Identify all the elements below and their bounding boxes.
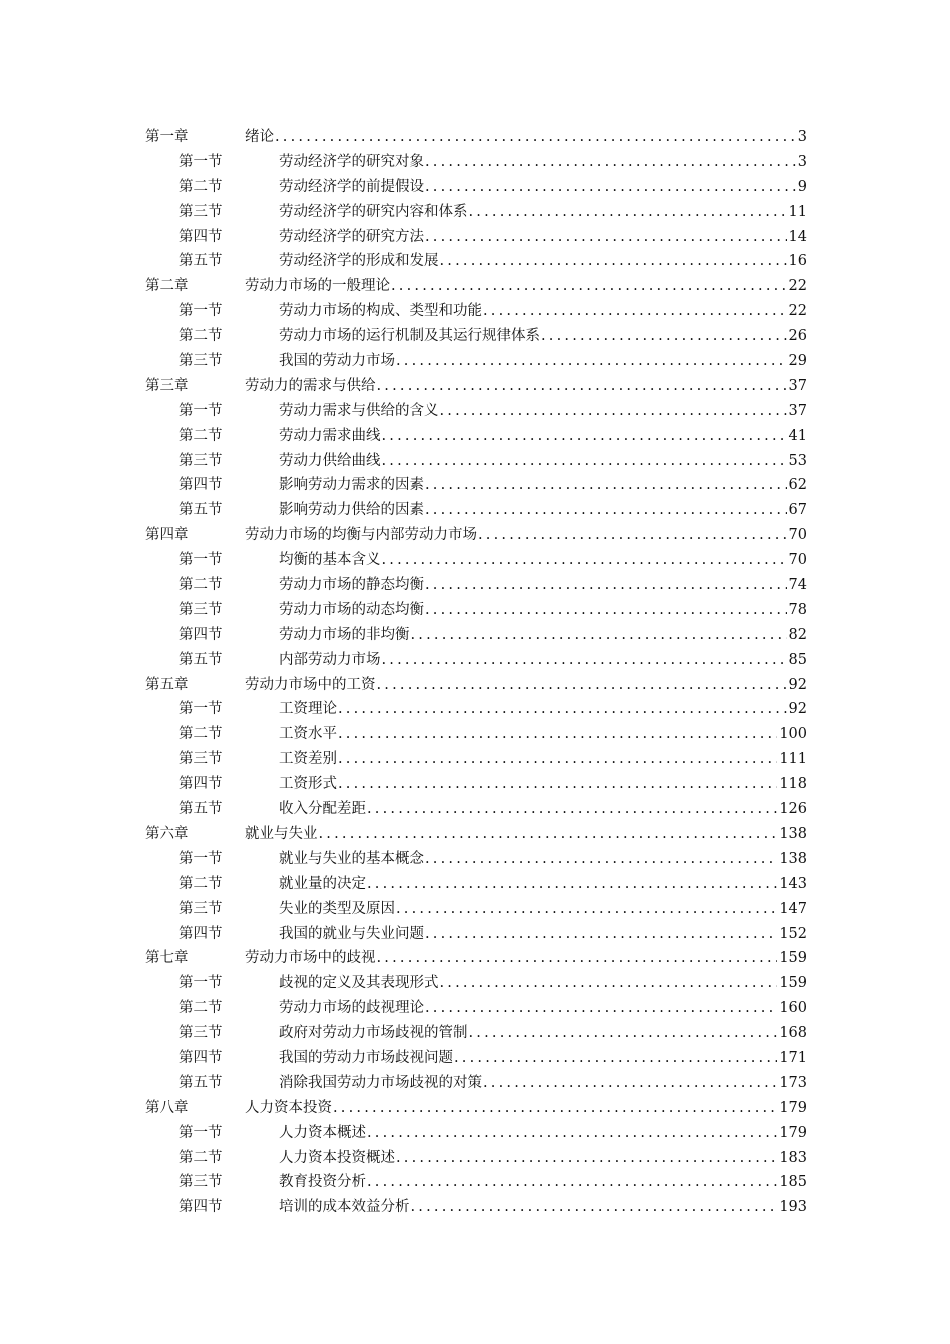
page-number: 193 (779, 1199, 807, 1216)
page-number: 138 (779, 825, 807, 842)
chapter-title: 劳动力市场的均衡与内部劳动力市场 (245, 527, 477, 544)
section-number: 第三节 (179, 353, 223, 370)
section-title: 就业与失业的基本概念 (279, 850, 424, 867)
toc-section-row[interactable] (145, 598, 807, 623)
toc-entry (279, 399, 807, 424)
dot-leader (366, 1170, 777, 1195)
toc-entry (279, 473, 807, 498)
toc-entry (245, 946, 807, 971)
section-title: 歧视的定义及其表现形式 (279, 975, 439, 992)
page-number: 111 (779, 751, 807, 768)
section-title: 工资差别 (279, 751, 337, 768)
section-number: 第五节 (179, 253, 223, 270)
page-number: 70 (788, 552, 807, 569)
section-number: 第二节 (179, 178, 223, 195)
toc-entry (279, 722, 807, 747)
toc-entry (279, 598, 807, 623)
toc-entry (279, 797, 807, 822)
toc-entry (245, 125, 807, 150)
page-number: 179 (779, 1124, 807, 1141)
page-number: 168 (779, 1025, 807, 1042)
page-number: 85 (788, 651, 807, 668)
toc-entry (279, 424, 807, 449)
section-number: 第五节 (179, 651, 223, 668)
toc-section-row[interactable] (145, 1170, 807, 1195)
toc-entry (279, 1121, 807, 1146)
toc-chapter-row[interactable] (145, 274, 807, 299)
section-number: 第三节 (179, 452, 223, 469)
toc-chapter-row[interactable] (145, 523, 807, 548)
toc-section-row[interactable] (145, 847, 807, 872)
toc-entry (279, 249, 807, 274)
toc-entry (279, 996, 807, 1021)
dot-leader (468, 200, 787, 225)
section-number: 第三节 (179, 1025, 223, 1042)
toc-entry (279, 897, 807, 922)
page-number: 185 (779, 1174, 807, 1191)
dot-leader (376, 946, 778, 971)
dot-leader (424, 498, 787, 523)
section-number: 第一节 (179, 1124, 223, 1141)
toc-section-row[interactable] (145, 249, 807, 274)
toc-entry (279, 349, 807, 374)
dot-leader (395, 349, 787, 374)
chapter-number: 第一章 (145, 129, 189, 145)
toc-entry (279, 872, 807, 897)
toc-chapter-row[interactable] (145, 946, 807, 971)
section-title: 劳动力供给曲线 (279, 452, 381, 469)
toc-entry (279, 175, 807, 200)
dot-leader (439, 249, 787, 274)
chapter-number: 第五章 (145, 676, 189, 693)
section-title: 劳动力需求与供给的含义 (279, 402, 439, 419)
section-title: 劳动经济学的研究方法 (279, 228, 424, 245)
toc-section-row[interactable] (145, 1046, 807, 1071)
toc-entry (279, 548, 807, 573)
toc-section-row[interactable] (145, 399, 807, 424)
dot-leader (376, 673, 787, 698)
page-number: 74 (788, 577, 807, 594)
chapter-title: 人力资本投资 (245, 1099, 332, 1116)
section-number: 第三节 (179, 203, 223, 220)
section-title: 均衡的基本含义 (279, 552, 381, 569)
toc-section-row[interactable] (145, 996, 807, 1021)
section-title: 劳动经济学的研究对象 (279, 153, 424, 170)
dot-leader (318, 822, 778, 847)
page-number: 22 (788, 278, 807, 295)
toc-entry (279, 498, 807, 523)
toc-section-row[interactable] (145, 473, 807, 498)
dot-leader (337, 747, 777, 772)
section-number: 第一节 (179, 701, 223, 718)
section-title: 劳动力市场的运行机制及其运行规律体系 (279, 328, 540, 345)
toc-entry (279, 747, 807, 772)
dot-leader (337, 697, 787, 722)
toc-section-row[interactable] (145, 772, 807, 797)
section-number: 第二节 (179, 328, 223, 345)
toc-entry (245, 274, 807, 299)
section-number: 第一节 (179, 303, 223, 320)
page-number: 138 (779, 850, 807, 867)
section-title: 工资形式 (279, 776, 337, 793)
page-number: 171 (779, 1049, 807, 1066)
section-title: 劳动力市场的构成、类型和功能 (279, 303, 482, 320)
section-title: 劳动经济学的前提假设 (279, 178, 424, 195)
section-number: 第二节 (179, 1000, 223, 1017)
dot-leader (395, 897, 777, 922)
page-number: 9 (797, 178, 807, 195)
toc-chapter-row[interactable] (145, 125, 807, 150)
chapter-title: 劳动力市场的一般理论 (245, 278, 390, 295)
section-title: 人力资本投资概述 (279, 1149, 395, 1166)
section-number: 第三节 (179, 601, 223, 618)
toc-section-row[interactable] (145, 872, 807, 897)
page-number: 183 (779, 1149, 807, 1166)
chapter-number: 第八章 (145, 1099, 189, 1116)
chapter-title: 劳动力的需求与供给 (245, 377, 376, 394)
section-title: 劳动力市场的动态均衡 (279, 601, 424, 618)
dot-leader (424, 573, 787, 598)
toc-entry (279, 225, 807, 250)
dot-leader (410, 1195, 778, 1220)
toc-section-row[interactable] (145, 548, 807, 573)
dot-leader (424, 175, 796, 200)
toc-section-row[interactable] (145, 922, 807, 947)
toc-entry (279, 324, 807, 349)
page-number: 173 (779, 1074, 807, 1091)
toc-entry (279, 847, 807, 872)
section-number: 第二节 (179, 1149, 223, 1166)
section-number: 第二节 (179, 427, 223, 444)
toc-entry (279, 150, 807, 175)
toc-section-row[interactable] (145, 1021, 807, 1046)
chapter-title: 劳动力市场中的工资 (245, 676, 376, 693)
section-number: 第四节 (179, 1049, 223, 1066)
toc-entry (279, 697, 807, 722)
toc-entry (279, 648, 807, 673)
page-number: 159 (779, 975, 807, 992)
toc-section-row[interactable] (145, 150, 807, 175)
chapter-title: 绪论 (245, 129, 274, 145)
dot-leader (381, 449, 787, 474)
dot-leader (453, 1046, 777, 1071)
section-title: 工资理论 (279, 701, 337, 718)
toc-section-row[interactable] (145, 200, 807, 225)
dot-leader (424, 598, 787, 623)
toc-section-row[interactable] (145, 573, 807, 598)
section-number: 第四节 (179, 477, 223, 494)
toc-entry (279, 1071, 807, 1096)
page-number: 41 (788, 427, 807, 444)
section-number: 第四节 (179, 228, 223, 245)
toc-entry (279, 1046, 807, 1071)
page-number: 82 (788, 626, 807, 643)
toc-entry (279, 200, 807, 225)
page-number: 29 (788, 353, 807, 370)
section-number: 第二节 (179, 726, 223, 743)
toc-section-row[interactable] (145, 449, 807, 474)
toc-entry (245, 374, 807, 399)
dot-leader (468, 1021, 778, 1046)
dot-leader (337, 722, 777, 747)
dot-leader (424, 996, 777, 1021)
section-number: 第三节 (179, 900, 223, 917)
toc-entry (279, 449, 807, 474)
section-title: 影响劳动力需求的因素 (279, 477, 424, 494)
section-number: 第二节 (179, 577, 223, 594)
section-title: 内部劳动力市场 (279, 651, 381, 668)
toc-chapter-row[interactable] (145, 374, 807, 399)
section-number: 第四节 (179, 1199, 223, 1216)
page-number: 26 (788, 328, 807, 345)
section-title: 劳动力市场的静态均衡 (279, 577, 424, 594)
page-number: 179 (779, 1099, 807, 1116)
section-number: 第五节 (179, 801, 223, 818)
toc-section-row[interactable] (145, 747, 807, 772)
chapter-number: 第四章 (145, 527, 189, 544)
section-title: 我国的就业与失业问题 (279, 925, 424, 942)
section-title: 消除我国劳动力市场歧视的对策 (279, 1074, 482, 1091)
page-number: 62 (788, 477, 807, 494)
dot-leader (540, 324, 787, 349)
page-number: 3 (797, 129, 807, 145)
toc-entry (279, 623, 807, 648)
section-title: 人力资本概述 (279, 1124, 366, 1141)
toc-section-row[interactable] (145, 1195, 807, 1220)
page-number: 126 (779, 801, 807, 818)
toc-section-row[interactable] (145, 424, 807, 449)
section-title: 劳动力市场的非均衡 (279, 626, 410, 643)
dot-leader (424, 847, 777, 872)
page-number: 22 (788, 303, 807, 320)
section-number: 第一节 (179, 153, 223, 170)
page-number: 147 (779, 900, 807, 917)
dot-leader (424, 922, 777, 947)
dot-leader (366, 1121, 777, 1146)
section-number: 第一节 (179, 975, 223, 992)
toc-entry (279, 1146, 807, 1171)
section-number: 第一节 (179, 850, 223, 867)
page-number: 100 (779, 726, 807, 743)
toc-section-row[interactable] (145, 349, 807, 374)
toc-section-row[interactable] (145, 225, 807, 250)
page-number: 37 (788, 377, 807, 394)
section-number: 第五节 (179, 502, 223, 519)
toc-entry (279, 1170, 807, 1195)
section-title: 劳动力需求曲线 (279, 427, 381, 444)
section-number: 第一节 (179, 402, 223, 419)
toc-section-row[interactable] (145, 697, 807, 722)
section-number: 第三节 (179, 751, 223, 768)
toc-section-row[interactable] (145, 324, 807, 349)
dot-leader (482, 299, 787, 324)
page-number: 92 (788, 676, 807, 693)
dot-leader (381, 548, 787, 573)
chapter-title: 就业与失业 (245, 825, 318, 842)
page-number: 78 (788, 601, 807, 618)
section-number: 第四节 (179, 776, 223, 793)
section-number: 第五节 (179, 1074, 223, 1091)
toc-chapter-row[interactable] (145, 673, 807, 698)
page-number: 143 (779, 875, 807, 892)
dot-leader (395, 1146, 777, 1171)
section-number: 第四节 (179, 925, 223, 942)
toc-entry (279, 573, 807, 598)
dot-leader (381, 424, 787, 449)
page-number: 37 (788, 402, 807, 419)
chapter-number: 第三章 (145, 377, 189, 394)
dot-leader (439, 971, 778, 996)
dot-leader (332, 1096, 777, 1121)
section-title: 就业量的决定 (279, 875, 366, 892)
dot-leader (366, 797, 777, 822)
dot-leader (424, 225, 787, 250)
dot-leader (439, 399, 787, 424)
page-number: 160 (779, 1000, 807, 1017)
page-number: 152 (779, 925, 807, 942)
toc-entry (279, 772, 807, 797)
toc-entry (245, 822, 807, 847)
toc-section-row[interactable] (145, 648, 807, 673)
section-number: 第一节 (179, 552, 223, 569)
toc-entry (279, 922, 807, 947)
section-title: 培训的成本效益分析 (279, 1199, 410, 1216)
toc-section-row[interactable] (145, 623, 807, 648)
dot-leader (390, 274, 787, 299)
dot-leader (274, 125, 796, 150)
chapter-number: 第二章 (145, 278, 189, 295)
page-number: 70 (788, 527, 807, 544)
page-number: 53 (788, 452, 807, 469)
page-number: 3 (797, 153, 807, 170)
section-title: 失业的类型及原因 (279, 900, 395, 917)
section-title: 影响劳动力供给的因素 (279, 502, 424, 519)
dot-leader (376, 374, 787, 399)
dot-leader (366, 872, 777, 897)
section-title: 教育投资分析 (279, 1174, 366, 1191)
toc-section-row[interactable] (145, 797, 807, 822)
toc-chapter-row[interactable] (145, 822, 807, 847)
chapter-number: 第七章 (145, 950, 189, 967)
page-number: 11 (788, 203, 807, 220)
page-number: 118 (779, 776, 807, 793)
section-number: 第二节 (179, 875, 223, 892)
toc-section-row[interactable] (145, 897, 807, 922)
section-title: 劳动经济学的研究内容和体系 (279, 203, 468, 220)
dot-leader (424, 473, 787, 498)
section-title: 劳动经济学的形成和发展 (279, 253, 439, 270)
toc-entry (279, 1021, 807, 1046)
toc-section-row[interactable] (145, 1071, 807, 1096)
section-number: 第四节 (179, 626, 223, 643)
toc-entry (245, 673, 807, 698)
page-number: 14 (788, 228, 807, 245)
dot-leader (410, 623, 787, 648)
toc-entry (245, 523, 807, 548)
page-number: 67 (788, 502, 807, 519)
toc-entry (279, 971, 807, 996)
toc-entry (245, 1096, 807, 1121)
toc-section-row[interactable] (145, 299, 807, 324)
section-title: 政府对劳动力市场歧视的管制 (279, 1025, 468, 1042)
table-of-contents (145, 125, 807, 1220)
toc-section-row[interactable] (145, 722, 807, 747)
section-title: 劳动力市场的歧视理论 (279, 1000, 424, 1017)
chapter-title: 劳动力市场中的歧视 (245, 950, 376, 967)
toc-section-row[interactable] (145, 498, 807, 523)
toc-entry (279, 1195, 807, 1220)
dot-leader (337, 772, 777, 797)
section-title: 收入分配差距 (279, 801, 366, 818)
section-title: 我国的劳动力市场 (279, 353, 395, 370)
dot-leader (482, 1071, 777, 1096)
chapter-number: 第六章 (145, 825, 189, 842)
toc-section-row[interactable] (145, 175, 807, 200)
toc-chapter-row[interactable] (145, 1096, 807, 1121)
section-title: 工资水平 (279, 726, 337, 743)
section-number: 第三节 (179, 1174, 223, 1191)
dot-leader (424, 150, 796, 175)
toc-entry (279, 299, 807, 324)
page-number: 16 (788, 253, 807, 270)
toc-section-row[interactable] (145, 971, 807, 996)
toc-section-row[interactable] (145, 1146, 807, 1171)
dot-leader (477, 523, 787, 548)
page-number: 159 (779, 950, 807, 967)
page-number: 92 (788, 701, 807, 718)
section-title: 我国的劳动力市场歧视问题 (279, 1049, 453, 1066)
dot-leader (381, 648, 787, 673)
toc-section-row[interactable] (145, 1121, 807, 1146)
